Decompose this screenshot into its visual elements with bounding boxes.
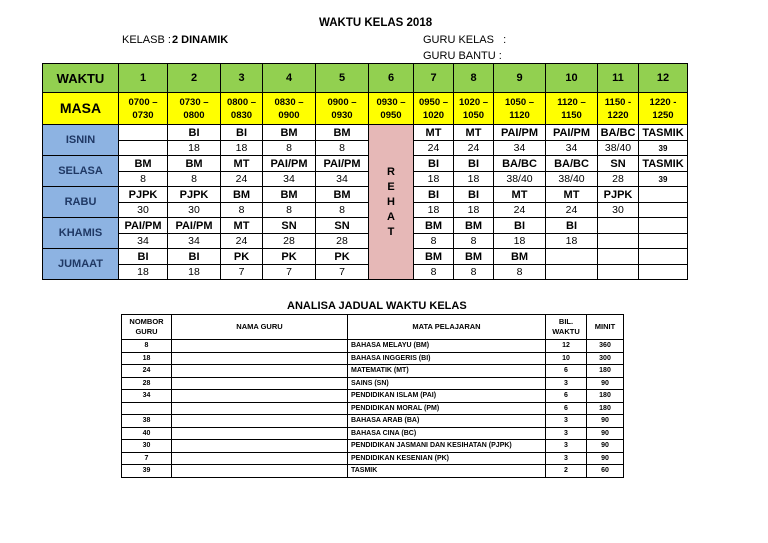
teacher-number-cell: 34	[546, 141, 598, 156]
teacher-number: 40	[122, 427, 172, 440]
teacher-number-cell: 18	[414, 172, 454, 187]
subject-cell	[119, 125, 168, 141]
subject-cell	[639, 249, 688, 265]
teacher-number-cell: 30	[119, 203, 168, 218]
period-count: 10	[546, 352, 587, 365]
period-number: 2	[168, 64, 221, 93]
period-count: 6	[546, 365, 587, 378]
subject-cell: BI	[454, 187, 494, 203]
subject-cell: BM	[494, 249, 546, 265]
minutes: 60	[587, 465, 624, 478]
minutes: 90	[587, 452, 624, 465]
minutes: 360	[587, 340, 624, 353]
teacher-number-cell: 34	[119, 234, 168, 249]
subject-cell: PAI/PM	[168, 218, 221, 234]
analysis-row	[122, 340, 624, 353]
subject-cell: BM	[414, 218, 454, 234]
subject-cell	[598, 218, 639, 234]
teacher-number-cell: 7	[316, 265, 369, 280]
subject-cell: BM	[263, 125, 316, 141]
guru-kelas-label: GURU KELAS :	[423, 34, 507, 46]
subject-cell: BI	[221, 125, 263, 141]
teacher-number-cell: 38/40	[546, 172, 598, 187]
subject-cell: BM	[316, 125, 369, 141]
page-title: WAKTU KELAS 2018	[319, 17, 433, 29]
subject-cell: BI	[414, 187, 454, 203]
subject-cell: MT	[454, 125, 494, 141]
teacher-number-cell: 24	[546, 203, 598, 218]
period-time: 0800 – 0830	[221, 93, 263, 125]
subject-cell: PAI/PM	[316, 156, 369, 172]
teacher-number-cell: 18	[414, 203, 454, 218]
subject-name: PENDIDIKAN MORAL (PM)	[348, 402, 546, 415]
teacher-name	[172, 427, 348, 440]
teacher-number-cell	[119, 141, 168, 156]
day-name: SELASA	[43, 156, 119, 187]
period-time: 1020 – 1050	[454, 93, 494, 125]
period-count: 6	[546, 390, 587, 403]
masa-label: MASA	[43, 93, 119, 125]
teacher-number-cell: 28	[263, 234, 316, 249]
period-count: 2	[546, 465, 587, 478]
subject-cell	[639, 218, 688, 234]
teacher-number-cell: 8	[221, 203, 263, 218]
subject-cell: BI	[168, 125, 221, 141]
day-name: KHAMIS	[43, 218, 119, 249]
subject-cell: MT	[414, 125, 454, 141]
period-number: 8	[454, 64, 494, 93]
period-number: 1	[119, 64, 168, 93]
header-bil-waktu: BIL. WAKTU	[546, 315, 587, 340]
teacher-number-cell: 8	[414, 234, 454, 249]
teacher-name	[172, 465, 348, 478]
kelas-label: KELASB :	[122, 34, 171, 46]
time-header-row	[43, 93, 688, 125]
teacher-number-cell	[639, 203, 688, 218]
teacher-number-cell: 8	[454, 265, 494, 280]
period-time: 0930 – 0950	[369, 93, 414, 125]
header-mata-pelajaran: MATA PELAJARAN	[348, 315, 546, 340]
header-nombor-guru: NOMBOR GURU	[122, 315, 172, 340]
teacher-number-cell: 7	[263, 265, 316, 280]
subject-cell: PAI/PM	[494, 125, 546, 141]
period-time: 0830 – 0900	[263, 93, 316, 125]
rehat-break-cell	[369, 125, 414, 280]
subject-cell: BI	[546, 218, 598, 234]
day-name: RABU	[43, 187, 119, 218]
teacher-number-cell: 34	[263, 172, 316, 187]
teacher-number-cell: 8	[414, 265, 454, 280]
teacher-number-cell: 8	[168, 172, 221, 187]
day-subject-row	[43, 125, 688, 141]
day-teacher-row	[43, 141, 688, 156]
subject-cell: BA/BC	[494, 156, 546, 172]
teacher-name	[172, 415, 348, 428]
timetable-body	[43, 125, 688, 280]
subject-cell: BM	[454, 218, 494, 234]
period-time: 0950 – 1020	[414, 93, 454, 125]
subject-cell: PJPK	[598, 187, 639, 203]
teacher-number-cell: 34	[494, 141, 546, 156]
period-time: 0700 – 0730	[119, 93, 168, 125]
guru-bantu-label: GURU BANTU :	[423, 50, 502, 62]
teacher-number-cell: 24	[454, 141, 494, 156]
teacher-number-cell: 24	[494, 203, 546, 218]
teacher-number: 39	[122, 465, 172, 478]
subject-cell: BA/BC	[546, 156, 598, 172]
teacher-number-cell: 30	[598, 203, 639, 218]
subject-cell	[546, 249, 598, 265]
teacher-number-cell: 18	[168, 265, 221, 280]
subject-name: PENDIDIKAN KESENIAN (PK)	[348, 452, 546, 465]
timetable	[42, 63, 688, 280]
teacher-number-cell: 8	[494, 265, 546, 280]
analysis-row	[122, 427, 624, 440]
subject-cell: BI	[119, 249, 168, 265]
teacher-number-cell	[639, 265, 688, 280]
teacher-name	[172, 440, 348, 453]
day-name: JUMAAT	[43, 249, 119, 280]
teacher-number-cell: 30	[168, 203, 221, 218]
analysis-header-row	[122, 315, 624, 340]
subject-cell	[598, 249, 639, 265]
period-count: 3	[546, 427, 587, 440]
teacher-name	[172, 352, 348, 365]
header-minit: MINIT	[587, 315, 624, 340]
subject-cell: SN	[263, 218, 316, 234]
analysis-row	[122, 452, 624, 465]
teacher-number: 34	[122, 390, 172, 403]
subject-cell: BM	[454, 249, 494, 265]
subject-cell: BM	[263, 187, 316, 203]
period-time: 1220 - 1250	[639, 93, 688, 125]
subject-cell: BM	[119, 156, 168, 172]
subject-cell: MT	[494, 187, 546, 203]
teacher-number-cell: 8	[263, 141, 316, 156]
rehat-label: R E H A T	[387, 165, 395, 238]
teacher-number-cell: 18	[454, 203, 494, 218]
period-number: 12	[639, 64, 688, 93]
subject-name: MATEMATIK (MT)	[348, 365, 546, 378]
subject-cell: BI	[414, 156, 454, 172]
period-number: 3	[221, 64, 263, 93]
period-time: 0730 – 0800	[168, 93, 221, 125]
minutes: 180	[587, 365, 624, 378]
teacher-number: 18	[122, 352, 172, 365]
subject-cell: MT	[221, 156, 263, 172]
period-count: 3	[546, 415, 587, 428]
teacher-number-cell: 18	[494, 234, 546, 249]
teacher-number-cell: 8	[316, 141, 369, 156]
analysis-row	[122, 465, 624, 478]
subject-cell: SN	[598, 156, 639, 172]
subject-name: SAINS (SN)	[348, 377, 546, 390]
teacher-number: 24	[122, 365, 172, 378]
teacher-number-cell: 18	[168, 141, 221, 156]
period-number: 4	[263, 64, 316, 93]
teacher-name	[172, 365, 348, 378]
minutes: 90	[587, 427, 624, 440]
minutes: 90	[587, 415, 624, 428]
subject-name: PENDIDIKAN ISLAM (PAI)	[348, 390, 546, 403]
analysis-row	[122, 377, 624, 390]
day-teacher-row	[43, 203, 688, 218]
minutes: 90	[587, 377, 624, 390]
period-number: 7	[414, 64, 454, 93]
analysis-title: ANALISA JADUAL WAKTU KELAS	[287, 300, 467, 312]
subject-cell: BI	[168, 249, 221, 265]
day-teacher-row	[43, 265, 688, 280]
teacher-number-cell: 18	[119, 265, 168, 280]
teacher-number-cell: 28	[316, 234, 369, 249]
day-teacher-row	[43, 172, 688, 187]
teacher-number	[122, 402, 172, 415]
subject-cell: PJPK	[168, 187, 221, 203]
teacher-number-cell: 18	[454, 172, 494, 187]
day-name: ISNIN	[43, 125, 119, 156]
teacher-number-cell: 28	[598, 172, 639, 187]
teacher-name	[172, 402, 348, 415]
period-count: 3	[546, 377, 587, 390]
period-number: 11	[598, 64, 639, 93]
teacher-number-cell: 18	[221, 141, 263, 156]
teacher-number: 30	[122, 440, 172, 453]
teacher-number-cell: 24	[221, 172, 263, 187]
subject-cell: BM	[414, 249, 454, 265]
subject-cell: PK	[263, 249, 316, 265]
teacher-number-cell: 8	[454, 234, 494, 249]
teacher-number-cell	[598, 234, 639, 249]
subject-cell: PAI/PM	[546, 125, 598, 141]
subject-cell: MT	[221, 218, 263, 234]
day-subject-row	[43, 249, 688, 265]
period-time: 1050 – 1120	[494, 93, 546, 125]
teacher-name	[172, 340, 348, 353]
teacher-number: 7	[122, 452, 172, 465]
subject-cell: BI	[494, 218, 546, 234]
teacher-number-cell: 18	[546, 234, 598, 249]
teacher-number-cell: 34	[316, 172, 369, 187]
period-number: 9	[494, 64, 546, 93]
period-count: 3	[546, 452, 587, 465]
subject-cell: BA/BC	[598, 125, 639, 141]
subject-cell: TASMIK	[639, 156, 688, 172]
period-number: 5	[316, 64, 369, 93]
teacher-number-cell	[546, 265, 598, 280]
subject-cell: PJPK	[119, 187, 168, 203]
teacher-number-cell: 24	[414, 141, 454, 156]
minutes: 180	[587, 390, 624, 403]
analysis-body	[122, 340, 624, 478]
minutes: 300	[587, 352, 624, 365]
subject-cell: BM	[316, 187, 369, 203]
teacher-number-cell: 24	[221, 234, 263, 249]
teacher-number-cell: 39	[639, 172, 688, 187]
period-header-row	[43, 64, 688, 93]
subject-name: BAHASA ARAB (BA)	[348, 415, 546, 428]
period-time: 0900 – 0930	[316, 93, 369, 125]
subject-cell: SN	[316, 218, 369, 234]
teacher-number-cell: 39	[639, 141, 688, 156]
subject-cell: PAI/PM	[119, 218, 168, 234]
minutes: 90	[587, 440, 624, 453]
period-number: 6	[369, 64, 414, 93]
analysis-row	[122, 415, 624, 428]
period-number: 10	[546, 64, 598, 93]
subject-name: BAHASA CINA (BC)	[348, 427, 546, 440]
teacher-number-cell: 7	[221, 265, 263, 280]
teacher-name	[172, 377, 348, 390]
day-teacher-row	[43, 234, 688, 249]
subject-cell: TASMIK	[639, 125, 688, 141]
analysis-row	[122, 365, 624, 378]
period-time: 1150 - 1220	[598, 93, 639, 125]
teacher-number-cell: 8	[119, 172, 168, 187]
subject-cell: BM	[221, 187, 263, 203]
analysis-table	[121, 314, 624, 478]
teacher-number: 8	[122, 340, 172, 353]
subject-name: BAHASA INGGERIS (BI)	[348, 352, 546, 365]
day-subject-row	[43, 156, 688, 172]
teacher-name	[172, 452, 348, 465]
teacher-number: 28	[122, 377, 172, 390]
subject-cell: BM	[168, 156, 221, 172]
period-count: 12	[546, 340, 587, 353]
day-subject-row	[43, 218, 688, 234]
teacher-number-cell: 38/40	[598, 141, 639, 156]
subject-cell: MT	[546, 187, 598, 203]
subject-cell: PAI/PM	[263, 156, 316, 172]
teacher-number-cell: 38/40	[494, 172, 546, 187]
header-nama-guru: NAMA GURU	[172, 315, 348, 340]
teacher-name	[172, 390, 348, 403]
subject-name: BAHASA MELAYU (BM)	[348, 340, 546, 353]
teacher-number-cell: 8	[263, 203, 316, 218]
analysis-row	[122, 352, 624, 365]
analysis-row	[122, 440, 624, 453]
subject-cell: BI	[454, 156, 494, 172]
teacher-number-cell: 34	[168, 234, 221, 249]
analysis-row	[122, 402, 624, 415]
analysis-row	[122, 390, 624, 403]
minutes: 180	[587, 402, 624, 415]
period-time: 1120 – 1150	[546, 93, 598, 125]
subject-name: TASMIK	[348, 465, 546, 478]
teacher-number-cell	[639, 234, 688, 249]
period-count: 6	[546, 402, 587, 415]
day-subject-row	[43, 187, 688, 203]
subject-cell: PK	[221, 249, 263, 265]
waktu-label: WAKTU	[43, 64, 119, 93]
period-count: 3	[546, 440, 587, 453]
teacher-number-cell	[598, 265, 639, 280]
teacher-number: 38	[122, 415, 172, 428]
kelas-value: 2 DINAMIK	[172, 34, 229, 46]
teacher-number-cell: 8	[316, 203, 369, 218]
subject-cell: PK	[316, 249, 369, 265]
subject-cell	[639, 187, 688, 203]
subject-name: PENDIDIKAN JASMANI DAN KESIHATAN (PJPK)	[348, 440, 546, 453]
